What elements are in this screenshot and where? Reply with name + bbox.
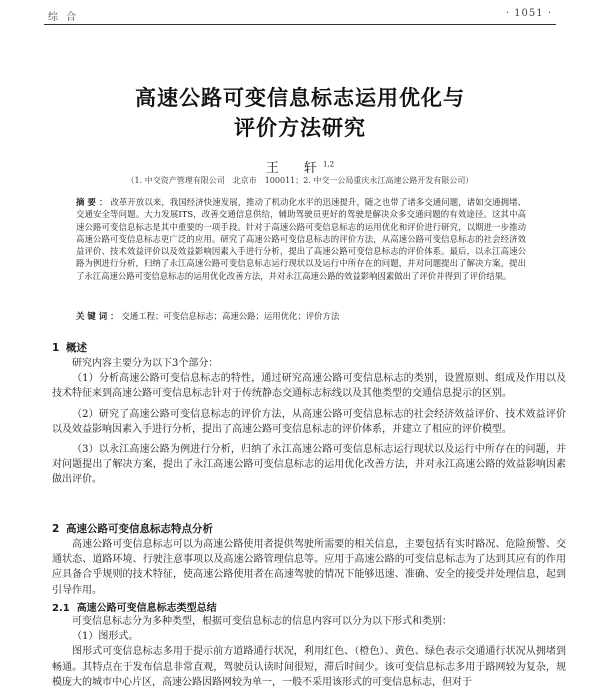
section-2-paragraph-1: 高速公路可变信息标志可以为高速公路使用者提供驾驶所需要的相关信息，主要包括有实时路况、危险预警、交通状态、道路环境、行驶注意事项以及高速公路管理信息等。应用于高速公路的可变信息标志为了达到其应有的作用应具备合乎规则的技术特征，使高速公路使用者在高速驾驶的情况下能够迅速、准确、安全的接受并处理信息，起到引导作用。 bbox=[52, 539, 566, 596]
title-line-1: 高速公路可变信息标志运用优化与 bbox=[135, 85, 465, 110]
subsection-2-1-paragraph-2: （1）图形式。 bbox=[72, 631, 139, 643]
section-1-number: 1 bbox=[52, 342, 60, 354]
title-line-2: 评价方法研究 bbox=[234, 115, 366, 140]
author-name: 王 轩 bbox=[265, 161, 323, 176]
section-2-body bbox=[52, 537, 566, 598]
section-2-number: 2 bbox=[52, 523, 60, 535]
header-rule bbox=[44, 24, 556, 25]
keywords-label: 关键词： bbox=[76, 311, 122, 321]
page-number: · 1051 · bbox=[505, 8, 552, 19]
section-1-body bbox=[52, 356, 566, 488]
subsection-2-1-number: 2.1 bbox=[52, 603, 70, 614]
subsection-2-1-heading bbox=[52, 599, 217, 614]
section-1-heading bbox=[52, 340, 87, 355]
subsection-2-1-paragraph-3: 图形式可变信息标志多用于提示前方道路通行状况，利用红色、（橙色）、黄色、绿色表示交通通行状况从拥堵到畅通。其特点在于发布信息非常直观，驾驶员认读时间很短，滞后时间少。该可变信息标志多用于路网较为复杂，规模庞大的城市中心片区，高速公路因路网较为单一，一般不采用该形式的可变信息标志，但对于 bbox=[52, 646, 566, 688]
abstract-text: 改革开放以来，我国经济快速发展，推动了机动化水平的迅速提升，随之也带了诸多交通问题，诸如交通拥堵、交通安全等问题。大力发展ITS，改善交通信息供给，辅助驾驶员更好的驾驶是解决众多交通问题的有效途径。这其中高速公路可变信息标志是其中重要的一项手段。针对于高速公路可变信息标志的运用优化和评价进行研究，以期进一步推动高速公路可变信息标志更广泛的应用。研究了高速公路可变信息标志的评价方法，从高速公路可变信息标志的社会经济效益评价、技术效益评价以及效益影响因素入手进行分析，提出了高速公路可变信息标志的评价体系。最后，以永江高速公路为例进行分析，归纳了永江高速公路可变信息标志运行现状以及运行中所存在的问题，并对问题提出了解决方案，提出了永江高速公路可变信息标志的运用优化改善方法，并对永江高速公路的效益影响因素做出了评价并得到了评价结果。 bbox=[76, 197, 527, 281]
abstract-label: 摘要： bbox=[76, 197, 111, 207]
subsection-2-1-title: 高速公路可变信息标志类型总结 bbox=[76, 603, 217, 614]
running-header-section: 综合 bbox=[48, 12, 84, 23]
section-1-title: 概述 bbox=[66, 342, 87, 354]
author bbox=[0, 157, 600, 176]
abstract bbox=[76, 196, 526, 282]
section-1-paragraph-2: （2）研究了高速公路可变信息标志的评价方法，从高速公路可变信息标志的社会经济效益评价、技术效益评价以及效益影响因素入手进行分析，提出了高速公路可变信息标志的评价体系，并建立了相应的评价模型。 bbox=[52, 408, 566, 435]
section-1-paragraph-3: （3）以永江高速公路为例进行分析，归纳了永江高速公路可变信息标志运行现状以及运行中所存在的问题，并对问题提出了解决方案，提出了永江高速公路可变信息标志的运用优化改善方法，并对永江高速公路的效益影响因素做出评价。 bbox=[52, 444, 566, 486]
keywords-text: 交通工程；可变信息标志；高速公路；运用优化；评价方法 bbox=[121, 311, 340, 321]
running-header bbox=[44, 8, 556, 22]
keywords bbox=[76, 310, 526, 322]
section-1-intro: 研究内容主要分为以下3个部分： bbox=[72, 358, 219, 369]
author-affiliation-marks: 1,2 bbox=[322, 160, 335, 169]
subsection-2-1-body bbox=[52, 614, 566, 690]
section-2-heading bbox=[52, 521, 213, 536]
affiliation: （1. 中交资产管理有限公司 北京市 100011；2. 中交一公局重庆永江高速公路开发有限公司） bbox=[126, 176, 474, 185]
section-2-title: 高速公路可变信息标志特点分析 bbox=[66, 523, 213, 535]
section-1-paragraph-1: （1）分析高速公路可变信息标志的特性，通过研究高速公路可变信息标志的类别，设置原则、组成及作用以及技术特征来到高速公路可变信息标志针对于传统静态交通标志标线以及其他类型的交通信息提示的区别。 bbox=[52, 373, 566, 400]
subsection-2-1-paragraph-1: 可变信息标志分为多种类型，根据可变信息标志的信息内容可以分为以下形式和类别： bbox=[72, 616, 452, 627]
